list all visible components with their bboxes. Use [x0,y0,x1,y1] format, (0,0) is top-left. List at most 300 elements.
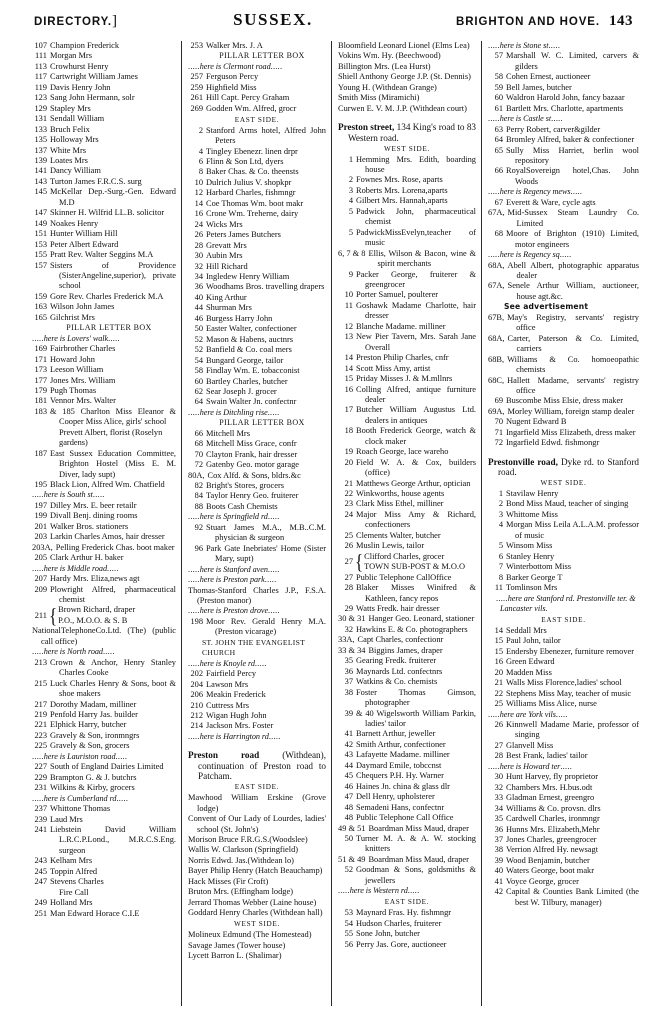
entry-number: 96 [194,543,203,553]
directory-entry [338,489,476,499]
entry-text: Stavilaw Henry [506,489,559,499]
directory-entry [32,679,176,700]
entry-number: 229 [34,772,47,782]
entry-text: Plowright Alfred, pharmaceutical chemist [50,584,176,605]
entry-number: 197 [34,500,47,510]
entry-number: 211 [34,610,47,620]
directory-entry-unnumbered: Billington Mrs. (Lea Hurst) [338,61,431,71]
entry-number: 4 [498,520,503,530]
entry-text: Ingarfield Edwd. fishmongr [506,438,600,448]
entry-number: 80A, [188,470,205,480]
street-heading [338,122,476,143]
see-advertisement-note: See advertisement [504,302,589,312]
entry-text: Gilchrist Mrs [50,312,95,322]
entry-number: 54 [344,918,353,928]
entry-number: 51 & 49 [338,854,366,864]
leader-dots-right: ..... [268,606,280,616]
entry-text: Woodhams Bros. travelling drapers [206,282,325,292]
entry-text: Priday Misses J. & M.mllnrs [356,374,453,384]
directory-entry-unnumbered: Wallis W. Clarkson (Springfield) [188,845,299,855]
entry-text: Champion Frederick [50,41,120,50]
directory-entry [488,83,639,93]
entry-number: 46 [194,313,203,323]
entry-text: Williams & Co. homoeopathic chemists [507,354,639,375]
directory-entry [188,262,326,272]
entry-text: Peter Albert Edward [50,239,119,249]
directory-entry [338,458,476,479]
leader-dots-right: ..... [268,731,281,741]
entry-number: 70 [494,417,503,427]
directory-entry [188,439,326,449]
directory-entry [32,292,176,302]
crossing-label: here is Regency sq [499,250,560,260]
entry-text: Jones Mrs. William [50,375,116,385]
entry-text: Mason & Habens, auctnrs [206,334,293,344]
entry-text: Waldron Harold John, fancy bazaar [506,93,625,103]
entry-number: 173 [34,365,47,375]
entry-number: 21 [344,478,353,488]
street-crossing-note [32,334,176,344]
entry-number: 1 [348,154,353,164]
entry-number: 251 [34,908,47,918]
directory-entry [188,366,326,376]
directory-entry [338,290,476,300]
entry-text: East Sussex Education Committee, Brighton Hostel (Miss E. M. Diver, lady supt) [50,448,176,479]
entry-number: 36 [194,282,203,292]
leader-dots-left: ..... [32,563,44,573]
directory-entry [338,824,476,834]
entry-number: 2 [198,125,203,135]
entry-number: 69A, [488,406,505,416]
entry-number: 243 [34,856,47,866]
entry-number: 11 [494,583,503,593]
entry-text: May's Registry, servants' registry office [507,312,639,333]
entry-number: 6 [198,156,203,166]
entry-text: Brampton G. & J. butchrs [50,772,137,782]
entry-number: 72 [494,438,503,448]
directory-entry [188,303,326,313]
entry-number: 202 [190,669,203,679]
entry-number: 206 [190,690,203,700]
directory-entry [488,229,639,250]
entry-number: 204 [190,679,203,689]
directory-entry [188,690,326,700]
directory-entry [488,814,639,824]
directory-entry [188,126,326,147]
directory-entry [338,771,476,781]
directory-entry [488,720,639,741]
entry-text: Godden Wm. Alfred, grocr [206,103,297,113]
entry-number: 71 [494,427,503,437]
entry-number: 27 [344,556,353,566]
entry-number: 10 [194,177,203,187]
entry-number: 67 [494,197,503,207]
running-head-bracket: ] [112,13,118,29]
leader-dots-left: ..... [188,606,200,616]
entry-text: Noakes Henry [50,218,99,228]
entry-number: 4 [198,146,203,156]
entry-text: Hudson Charles, fruiterer [356,918,442,928]
leader-dots-left: ..... [338,886,350,896]
directory-entry [188,429,326,439]
entry-number: 67A, [488,281,505,291]
directory-entry [188,617,326,638]
side-heading: EAST SIDE. [541,615,586,624]
directory-entry [488,72,639,82]
entry-text: Davis Henry John [50,82,111,92]
entry-text: Sisters of Providence (SisterAngeline,superior), private school [50,260,176,291]
entry-number: 64 [194,397,203,407]
leader-dots-left: ..... [32,751,44,761]
directory-entry [488,751,639,761]
entry-number: 39 [494,855,503,865]
directory-entry [338,385,476,406]
crossing-label: here is Preston park [199,575,265,585]
entry-text: Luck Charles Henry & Sons, boot & shoe makers [50,678,176,699]
running-head-right [456,13,633,30]
leader-dots-left: ..... [188,564,200,574]
entry-number: 14 [344,363,353,373]
entry-number: 18 [344,426,353,436]
entry-number: 213 [34,657,47,667]
entry-number: 44 [194,303,203,313]
entry-number: 6, 7 & 8 [338,248,366,258]
entry-number: 227 [34,762,47,772]
leader-dots-left: ..... [488,761,500,771]
directory-entry [488,208,639,229]
entry-text: Bond Miss Maud, teacher of singing [506,499,629,509]
entry-text: Blanche Madame. milliner [356,321,446,331]
entry-number: 129 [34,103,47,113]
entry-text: Seddall Mrs [506,625,547,635]
entry-number: 48 [344,813,353,823]
directory-entry-unnumbered: Jerrard Thomas Webber (Laine house) [188,897,317,907]
directory-entry [338,761,476,771]
entry-number: 261 [190,93,203,103]
directory-entry [488,396,639,406]
directory-entry [338,228,476,249]
entry-text: Hill Capt. Percy Graham [206,93,290,103]
entry-number: 59 [494,82,503,92]
street-description: 134 King's road to 83 Western road. [348,122,477,143]
entry-number: 209 [34,584,47,594]
directory-entry [488,51,639,72]
directory-entry [488,499,639,509]
entry-text: Crown & Anchor, Henry Stanley Charles Cooke [50,657,176,678]
directory-entry [188,502,326,512]
entry-number: 4 [348,196,353,206]
entry-number: 269 [190,103,203,113]
directory-entry [188,220,326,230]
entry-text: Sendall William [50,114,105,124]
directory-entry [32,146,176,156]
directory-entry [488,783,639,793]
entry-text: Stuart James M.A., M.B..C.M. physician & surgeon [206,522,326,543]
entry-number: 32 [494,782,503,792]
running-head-left [34,13,118,30]
entry-text: Laud Mrs [50,814,83,824]
directory-entry [32,93,176,103]
entry-text: Waters George, boot makr [506,866,595,876]
entry-text: Verrion Alfred Hy. newsagt [506,845,599,855]
entry-number: 62 [194,386,203,396]
entry-number: 231 [34,783,47,793]
directory-entry-unnumbered: Convent of Our Lady of Lourdes, ladies' school (St. John's) [188,814,326,834]
entry-text: Cuttress Mrs [206,700,250,710]
directory-entry [32,302,176,312]
entry-number: 137 [34,145,47,155]
directory-entry [32,313,176,323]
crossing-label: here is South st [43,490,93,500]
entry-number: 56 [344,939,353,949]
directory-entry [32,804,176,814]
directory-entry-unnumbered: Lycett Barron L. (Shalimar) [188,950,282,960]
entry-number: 66 [194,428,203,438]
directory-entry [188,72,326,82]
entry-number: 27 [344,572,353,582]
entry-text: Larkin Charles Amos, hair dresser [50,532,165,542]
entry-number: 198 [190,616,203,626]
entry-text: Vennor Mrs. Walter [50,396,116,406]
entry-number: 37 [494,834,503,844]
entry-number: 177 [34,375,47,385]
entry-text: Preston Philip Charles, cnfr [356,353,449,363]
entry-number: 52 [194,334,203,344]
entry-number: 12 [344,321,353,331]
street-name: Preston road [188,750,260,761]
entry-text: Roberts Mrs. Lorena,aparts [356,185,448,195]
entry-number: 249 [34,898,47,908]
leader-dots-left: ..... [188,658,200,668]
directory-entry [488,573,639,583]
directory-entry [32,229,176,239]
directory-entry [338,792,476,802]
leader-dots-left: ..... [488,41,500,50]
entry-text: Senele Arthur William, auctioneer, house agt.&c. [507,281,639,301]
leader-dots-left: ..... [488,250,500,260]
pillar-letter-box-label: PILLAR LETTER BOX [219,51,305,61]
entry-text: Moor Rev. Gerald Henry M.A. (Preston vicarage) [206,616,326,637]
entry-number: 3 [348,185,353,195]
directory-entry [338,604,476,614]
directory-entry [32,720,176,730]
directory-entry [188,104,326,114]
directory-entry [338,364,476,374]
directory-column-2 [182,41,332,1006]
street-name: Preston street, [338,122,395,133]
entry-text: Buscombe Miss Elsie, dress maker [506,396,624,406]
directory-page [0,11,655,1032]
entry-text: Mid-Sussex Steam Laundry Co. Limited [507,208,639,228]
entry-number: 42 [344,739,353,749]
entry-number: 54 [194,355,203,365]
entry-number: 47 [344,792,353,802]
directory-entry [338,625,476,635]
entry-text: Banfield & Co. coal mers [206,345,292,355]
entry-number: 25 [494,699,503,709]
directory-entry [32,51,176,61]
entry-text: Kinnwell Madame Marie, professor of singing [506,720,639,740]
leader-dots-left: ..... [488,114,500,124]
entry-text: Perry Jas. Gore, auctioneer [356,939,447,949]
street-crossing-note [32,794,176,804]
braced-entry-line-1: Brown Richard, draper [58,605,136,615]
entry-number: 14 [494,625,503,635]
leader-dots-right: ..... [548,41,561,50]
directory-entry [32,396,176,406]
entry-number: 11 [344,300,353,310]
leader-dots-right: ..... [555,709,568,719]
entry-number: 28 [344,583,353,593]
directory-entry [488,376,639,397]
directory-entry [338,813,476,823]
entry-text: Fairfield Percy [206,669,257,679]
entry-number: 219 [34,710,47,719]
entry-text: Matthews George Arthur, optician [356,478,471,488]
directory-entry-unnumbered: Bloomfield Leonard Lionel (Elms Lea) [338,41,470,50]
entry-text: Packer George, fruiterer & greengrocer [356,269,476,289]
entry-text: Hemming Mrs. Edith, boarding house [356,154,476,174]
entry-text: Cartwright William James [50,72,138,82]
entry-text: Highfield Miss [206,82,257,92]
entry-number: 40 [194,292,203,302]
directory-entry [32,166,176,176]
directory-entry [188,93,326,103]
leader-dots-right: ..... [407,886,420,896]
directory-entry-unnumbered: Savage James (Tower house) [188,940,286,950]
directory-entry [338,646,476,656]
directory-entry [32,41,176,51]
entry-number: 26 [344,541,353,551]
entry-number: 36 [494,824,503,834]
entry-text: Gatenby Geo. motor garage [206,460,300,470]
entry-text: Turton James F.R.C.S. surg [50,176,142,186]
entry-text: South of England Dairies Limited [50,762,164,772]
entry-number: 33 & 34 [338,645,366,655]
directory-entry [488,510,639,520]
entry-text: Foster Thomas Gimson, photographer [356,687,476,708]
entry-text: Coe Thomas Wm. boot makr [206,198,304,208]
directory-entry [488,135,639,145]
directory-entry [338,929,476,939]
entry-text: Public Telephone Call Office [356,813,454,823]
entry-text: Smith Arthur, confectioner [356,739,446,749]
directory-entry [32,261,176,292]
directory-entry-unnumbered: Norris Edwd. Jas.(Withdean lo) [188,855,294,865]
directory-entry [338,426,476,447]
entry-number: 1 [498,489,503,499]
entry-text: Liebstein David William L.R.C.P.Lond., M.R.C.S.Eng. surgeon [50,824,176,855]
directory-entry [338,175,476,185]
entry-text: Wicks Mrs [206,219,243,229]
entry-text: Leeson William [50,365,104,375]
entry-number: 203A, [32,542,53,552]
directory-entry [32,240,176,250]
entry-number: 5 [348,227,353,237]
directory-entry [188,324,326,334]
entry-text: Ingarfield Miss Elizabeth, dress maker [506,427,636,437]
entry-number: 119 [34,82,47,92]
crossing-label: here is Clermont road [199,61,271,71]
entry-text: Flinn & Son Ltd, dyers [206,156,284,166]
entry-number: 32 [344,624,353,634]
entry-text: Ingledew Henry William [206,271,290,281]
directory-entry [488,198,639,208]
leader-dots-left: ..... [188,512,200,522]
entry-number: 34 [494,803,503,813]
directory-entry [32,532,176,542]
entry-number: 30 [194,251,203,261]
entry-text: Moore of Brighton (1910) Limited, motor engineers [506,229,639,249]
directory-entry-unnumbered: Bruton Mrs. (Effingham lodge) [188,887,293,897]
directory-entry [338,750,476,760]
entry-text: Pugh Thomas [50,385,97,395]
entry-text: Penfold Harry Jas. builder [50,710,138,719]
crossing-label: here is Stanford aven [199,564,268,574]
entry-number: 149 [34,218,47,228]
entry-text: Gilbert Mrs. Hannah,aparts [356,196,448,206]
entry-number: 68C, [488,375,505,385]
directory-entry [32,574,176,584]
entry-number: 215 [34,678,47,688]
side-heading: WEST SIDE. [540,479,587,488]
directory-entry [32,62,176,72]
pillar-letter-box-label: PILLAR LETTER BOX [219,418,305,428]
entry-number: 29 [344,604,353,614]
entry-number: 107 [34,41,47,50]
leader-dots-right: ..... [267,407,280,417]
entry-number: 195 [34,480,47,490]
directory-entry [188,523,326,544]
entry-number: 221 [34,720,47,730]
entry-text: Howard John [50,354,95,364]
street-crossing-note [188,62,326,72]
entry-text: Sang John Hermann, solr [50,93,135,103]
entry-text: Wilson John James [50,302,115,312]
entry-number: 247 [34,877,47,887]
side-heading: EAST SIDE. [234,783,280,792]
directory-entry [488,845,639,855]
entry-number: 183 [34,406,47,416]
directory-entry [32,909,176,919]
entry-number: 38 [344,687,353,697]
entry-number: 45 [344,771,353,781]
directory-entry [488,804,639,814]
directory-entry [488,647,639,657]
entry-number: 123 [34,93,47,103]
directory-entry-unnumbered: Smith Miss (Miramichi) [338,93,420,103]
entry-number: 26 [194,230,203,240]
entry-text: Winsom Miss [506,541,553,551]
entry-number: 113 [34,61,47,71]
entry-number: 68A, [488,333,505,343]
entry-text: Hunns Mrs. Elizabeth,Mehr [506,824,600,834]
entry-text: Abell Albert, photographic apparatus dealer [507,260,639,280]
entry-number: 58 [194,366,203,376]
street-name: Prestonville road, [488,456,558,467]
crossing-label: here is Regency mews [499,187,571,197]
street-crossing-note [488,594,639,615]
directory-entry [32,187,176,208]
side-heading: WEST SIDE. [234,920,280,929]
entry-text: Porter Samuel, poulterer [356,290,439,300]
entry-number: 24 [344,509,353,519]
entry-text: Williams Miss Alice, nurse [506,699,597,709]
entry-number: 42 [494,887,503,897]
entry-number: 141 [34,166,47,176]
directory-entry [338,510,476,531]
entry-text: Crowhurst Henry [50,61,109,71]
